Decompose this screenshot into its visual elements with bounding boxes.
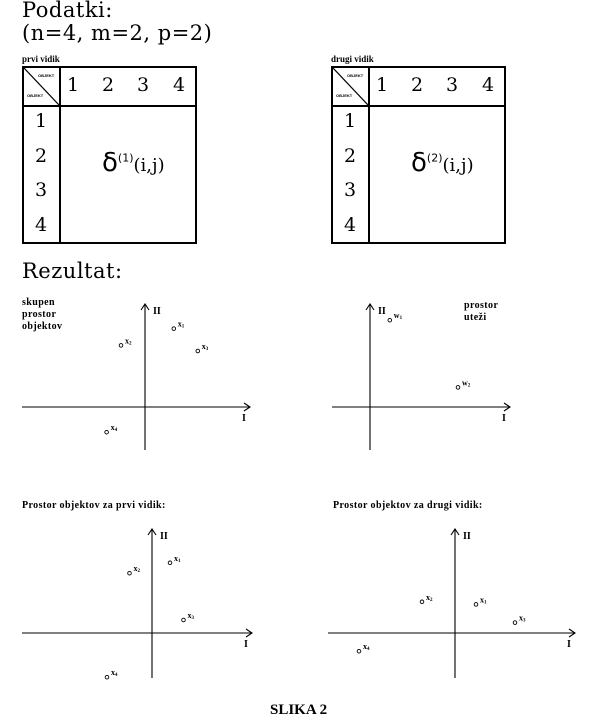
- plot-4-title: Prostor objektov za drugi vidik:: [333, 500, 483, 511]
- point-label: x1: [480, 595, 487, 606]
- table-1-col-3: 3: [137, 74, 150, 96]
- table-2-delta-args: (i,j): [442, 155, 474, 176]
- point-marker: [128, 571, 132, 575]
- table-2-row-4: 4: [344, 214, 357, 236]
- result-title: Rezultat:: [22, 259, 123, 283]
- object-space-view-2-plot: [300, 515, 598, 690]
- weight-space-plot: [300, 290, 598, 460]
- point-label-subscript: 2: [467, 383, 471, 389]
- table-1-row-4: 4: [35, 214, 48, 236]
- table-1-col-1: 1: [67, 74, 80, 96]
- point-label: x3: [519, 613, 526, 624]
- table-1-label: prvi vidik: [22, 54, 60, 64]
- point-label-subscript: 1: [181, 324, 185, 330]
- table-2-col-1: 1: [376, 74, 389, 96]
- table-1-corner: [24, 68, 59, 105]
- table-1-col-2: 2: [102, 74, 115, 96]
- table-2-label: drugi vidik: [331, 54, 374, 64]
- object-space-view-1-plot: [0, 515, 300, 690]
- x-axis-label: I: [502, 413, 506, 424]
- table-2-col-2: 2: [411, 74, 424, 96]
- point-label: x2: [426, 592, 433, 603]
- table-1-delta: [102, 148, 165, 178]
- point-marker: [182, 618, 186, 622]
- point-label-subscript: 1: [484, 600, 487, 606]
- y-axis-label: II: [378, 306, 386, 317]
- point-label-subscript: 3: [523, 618, 526, 624]
- table-1-delta-superscript: (1): [117, 151, 134, 165]
- point-label: x3: [187, 611, 194, 621]
- point-marker: [168, 561, 172, 565]
- y-axis-label: II: [160, 531, 168, 542]
- point-marker: [196, 349, 200, 353]
- point-label-subscript: 3: [191, 616, 194, 621]
- point-label: x1: [174, 553, 181, 564]
- point-label: x2: [133, 564, 140, 575]
- header-title: Podatki:: [22, 0, 113, 22]
- table-2-row-3: 3: [344, 179, 357, 201]
- point-label-subscript: 1: [399, 316, 403, 322]
- point-marker: [105, 430, 109, 434]
- object-space-joint-plot: [0, 290, 300, 460]
- table-1-delta-args: (i,j): [133, 155, 165, 176]
- point-label-subscript: 2: [137, 569, 140, 575]
- plot-1-label-line-3: objektov: [22, 321, 63, 332]
- point-label-subscript: 4: [114, 428, 118, 434]
- point-marker: [474, 603, 478, 607]
- figure-caption: SLIKA 2: [270, 702, 328, 718]
- point-marker: [456, 386, 460, 390]
- point-label-subscript: 2: [129, 341, 132, 347]
- table-2-row-2: 2: [344, 145, 357, 167]
- table-1-corner-bottom: OBJEKT: [27, 93, 44, 98]
- header-params: (n=4, m=2, p=2): [22, 21, 213, 45]
- point-label: x4: [111, 668, 118, 679]
- y-axis-label: II: [463, 531, 471, 542]
- point-marker: [513, 621, 517, 625]
- y-axis-label: II: [153, 306, 161, 317]
- point-marker: [420, 600, 424, 604]
- table-1-row-2: 2: [35, 145, 48, 167]
- x-axis-label: I: [242, 413, 246, 424]
- table-2-delta: [411, 148, 474, 178]
- table-2-col-4: 4: [482, 74, 495, 96]
- point-label: x4: [110, 423, 118, 434]
- table-2-corner: [333, 68, 368, 105]
- point-label-subscript: 3: [205, 347, 209, 352]
- plot-2-label-line-2: uteži: [464, 312, 487, 323]
- point-marker: [105, 675, 109, 679]
- table-1-col-4: 4: [173, 74, 186, 96]
- table-1-corner-top: OBJEKT: [38, 73, 55, 78]
- plot-3-title: Prostor objektov za prvi vidik:: [22, 500, 166, 511]
- plot-2-label-line-1: prostor: [464, 300, 499, 311]
- point-label-subscript: 2: [430, 597, 433, 603]
- table-1-delta-symbol: δ: [102, 148, 118, 178]
- table-2-corner-top: OBJEKT: [347, 73, 364, 78]
- plot-1-label-line-1: skupen: [22, 297, 55, 308]
- point-label-subscript: 4: [115, 673, 118, 679]
- point-marker: [119, 344, 123, 348]
- table-1-row-1: 1: [35, 110, 48, 132]
- point-label: x3: [201, 342, 209, 352]
- point-label-subscript: 4: [367, 647, 370, 653]
- point-label-subscript: 1: [178, 558, 181, 564]
- point-label: x1: [177, 319, 185, 330]
- point-label: w2: [462, 378, 471, 389]
- point-label: x4: [363, 642, 370, 653]
- x-axis-label: I: [567, 639, 571, 650]
- point-label: w1: [393, 311, 403, 322]
- point-marker: [388, 318, 392, 322]
- table-2-col-3: 3: [446, 74, 459, 96]
- table-2-row-1: 1: [344, 110, 357, 132]
- table-2-delta-superscript: (2): [426, 151, 443, 165]
- plot-1-label-line-2: prostor: [22, 309, 57, 320]
- table-2-delta-symbol: δ: [411, 148, 427, 178]
- table-1-row-3: 3: [35, 179, 48, 201]
- distance-table-1: [22, 66, 197, 244]
- point-label: x2: [125, 336, 132, 347]
- point-marker: [172, 327, 176, 331]
- table-2-corner-bottom: OBJEKT: [336, 93, 353, 98]
- point-marker: [357, 649, 361, 653]
- distance-table-2: [331, 66, 506, 244]
- x-axis-label: I: [244, 639, 248, 650]
